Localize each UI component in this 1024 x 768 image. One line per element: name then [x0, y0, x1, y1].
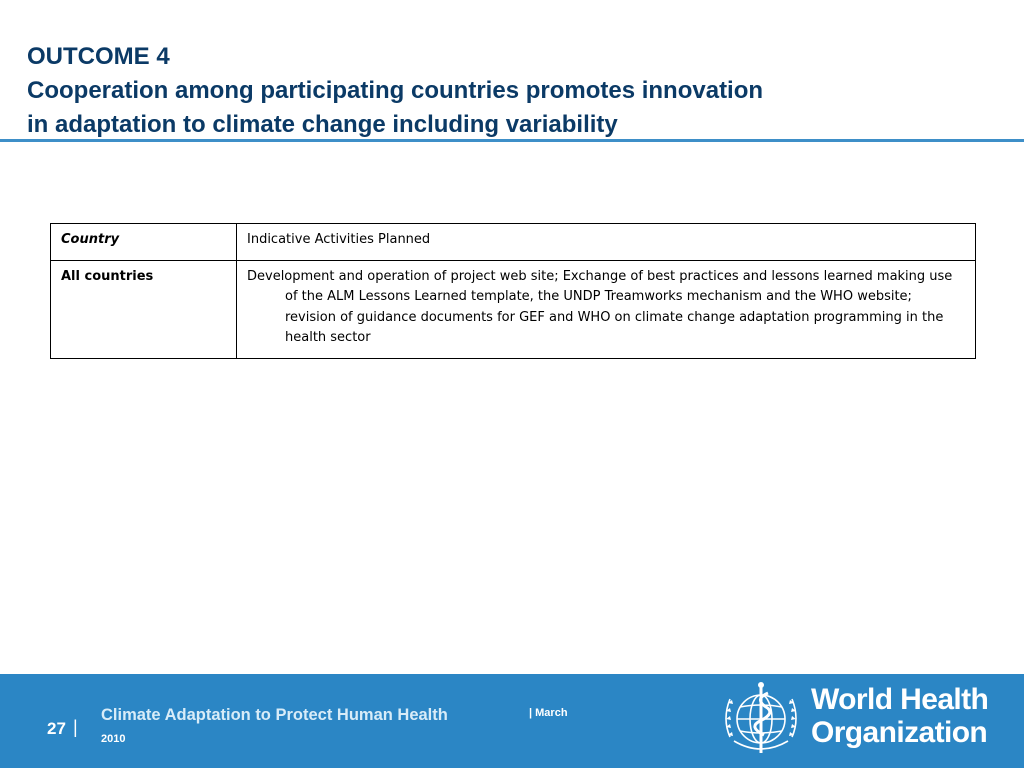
- title-line-2: Cooperation among participating countries promotes innovation: [27, 77, 764, 104]
- footer-title: Climate Adaptation to Protect Human Health: [101, 706, 448, 724]
- slide-title: [27, 40, 987, 142]
- title-line-3: in adaptation to climate change including variability: [27, 111, 618, 138]
- who-emblem-icon: [718, 679, 804, 757]
- footer-date-year: 2010: [101, 733, 126, 745]
- table-row: [51, 260, 976, 358]
- title-divider: [0, 139, 1024, 142]
- who-name: [811, 683, 988, 749]
- title-line-1: OUTCOME 4: [27, 43, 170, 70]
- cell-activities: [237, 260, 976, 358]
- header-country: Country: [51, 224, 237, 261]
- table-header-row: [51, 224, 976, 261]
- cell-country: All countries: [51, 260, 237, 358]
- page-separator: |: [73, 717, 78, 737]
- page-number: 27: [47, 719, 66, 738]
- activities-text: Development and operation of project web site; Exchange of best practices and lessons learned making use of the ALM Lessons Learned template, the UNDP Treamworks mechanism and the WHO website; revision of guidance documents for GEF and WHO on climate change adaptation programming in the health sector: [247, 268, 953, 345]
- header-activities: Indicative Activities Planned: [237, 224, 976, 261]
- activities-table: [50, 223, 976, 359]
- footer-date-month: | March: [529, 707, 568, 719]
- who-name-line-1: World Health: [811, 683, 989, 716]
- who-name-line-2: Organization: [811, 716, 988, 749]
